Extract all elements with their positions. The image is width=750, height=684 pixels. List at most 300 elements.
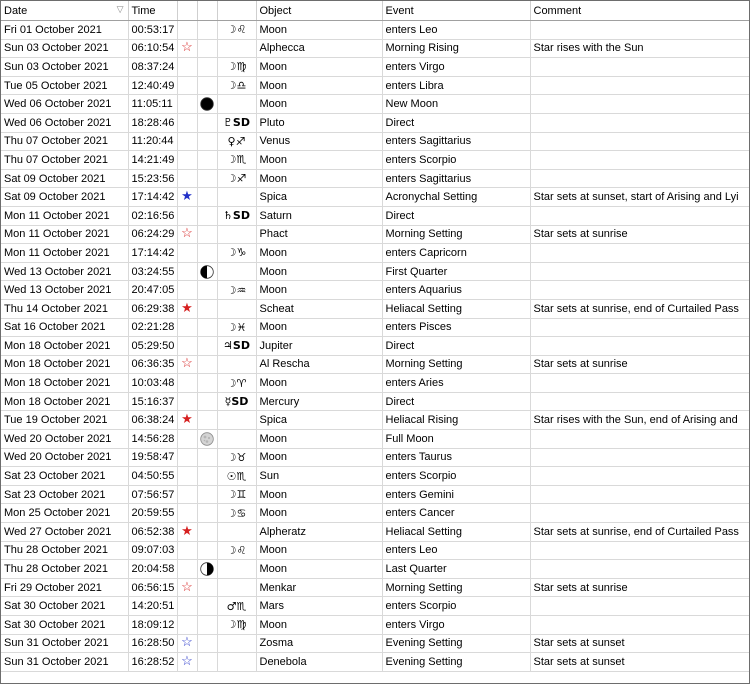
cell-symbol: ☿SD: [217, 392, 256, 411]
events-table: [1, 1, 750, 672]
table-row[interactable]: [1, 58, 750, 77]
star-filled-icon: ★: [181, 522, 193, 538]
cell-moon-phase: [197, 653, 217, 672]
cell-object: Mercury: [256, 392, 382, 411]
star-filled-icon: ★: [181, 188, 193, 204]
table-row[interactable]: [1, 337, 750, 356]
cell-moon-phase: [197, 392, 217, 411]
cell-moon-phase: [197, 504, 217, 523]
cell-date: Tue 19 October 2021: [1, 411, 128, 430]
star-outline-icon: ☆: [181, 578, 193, 594]
cell-event: Acronychal Setting: [382, 188, 530, 207]
table-row[interactable]: [1, 411, 750, 430]
cell-symbol: ☽♈: [217, 374, 256, 393]
column-header-comment[interactable]: [530, 1, 750, 21]
star-outline-icon: ☆: [181, 634, 193, 650]
cell-star-marker: [177, 653, 197, 672]
table-row[interactable]: [1, 318, 750, 337]
cell-event: enters Leo: [382, 541, 530, 560]
column-header-date[interactable]: [1, 1, 128, 21]
cell-symbol: ☽♍: [217, 616, 256, 635]
cell-symbol: ♇SD: [217, 113, 256, 132]
cell-object: Moon: [256, 262, 382, 281]
cell-comment: [530, 113, 750, 132]
table-row[interactable]: [1, 262, 750, 281]
cell-date: Sat 09 October 2021: [1, 169, 128, 188]
sort-descending-icon: ▽: [116, 4, 124, 14]
table-row[interactable]: [1, 299, 750, 318]
cell-event: enters Sagittarius: [382, 169, 530, 188]
cell-star-marker: [177, 578, 197, 597]
table-row[interactable]: [1, 374, 750, 393]
cell-event: enters Capricorn: [382, 244, 530, 263]
table-row[interactable]: [1, 653, 750, 672]
cell-star-marker: [177, 225, 197, 244]
cell-moon-phase: [197, 541, 217, 560]
cell-symbol: ☽♐: [217, 169, 256, 188]
cell-comment: Star sets at sunrise: [530, 225, 750, 244]
cell-object: Venus: [256, 132, 382, 151]
cell-date: Tue 05 October 2021: [1, 76, 128, 95]
cell-event: enters Virgo: [382, 616, 530, 635]
cell-moon-phase: [197, 21, 217, 40]
cell-comment: [530, 597, 750, 616]
cell-moon-phase: [197, 318, 217, 337]
cell-star-marker: [177, 597, 197, 616]
cell-moon-phase: [197, 448, 217, 467]
star-filled-icon: ★: [181, 299, 193, 315]
cell-symbol: ☽♒: [217, 281, 256, 300]
cell-event: Last Quarter: [382, 560, 530, 579]
cell-moon-phase: [197, 374, 217, 393]
cell-moon-phase: [197, 523, 217, 542]
first-quarter-moon-icon: [200, 265, 214, 279]
cell-object: Moon: [256, 21, 382, 40]
cell-comment: [530, 151, 750, 170]
star-outline-icon: ☆: [181, 39, 193, 55]
cell-symbol: ☽♎: [217, 76, 256, 95]
cell-comment: [530, 448, 750, 467]
table-row[interactable]: [1, 485, 750, 504]
cell-star-marker: [177, 21, 197, 40]
cell-star-marker: [177, 244, 197, 263]
header-row: [1, 1, 750, 21]
cell-star-marker: [177, 318, 197, 337]
cell-star-marker: [177, 299, 197, 318]
cell-event: Heliacal Setting: [382, 299, 530, 318]
cell-date: Sun 03 October 2021: [1, 39, 128, 58]
cell-time: 20:04:58: [128, 560, 177, 579]
cell-event: Evening Setting: [382, 634, 530, 653]
cell-event: enters Gemini: [382, 485, 530, 504]
cell-moon-phase: [197, 132, 217, 151]
table-row[interactable]: [1, 597, 750, 616]
cell-object: Mars: [256, 597, 382, 616]
cell-moon-phase: [197, 467, 217, 486]
cell-moon-phase: [197, 578, 217, 597]
cell-symbol: ♂♏: [217, 597, 256, 616]
cell-moon-phase: [197, 337, 217, 356]
cell-time: 15:23:56: [128, 169, 177, 188]
cell-comment: [530, 21, 750, 40]
cell-comment: Star sets at sunrise: [530, 355, 750, 374]
cell-time: 18:28:46: [128, 113, 177, 132]
cell-symbol: ☽♌: [217, 541, 256, 560]
cell-comment: [530, 392, 750, 411]
cell-star-marker: [177, 169, 197, 188]
cell-time: 06:24:29: [128, 225, 177, 244]
cell-date: Wed 20 October 2021: [1, 430, 128, 449]
cell-comment: [530, 132, 750, 151]
cell-date: Sat 09 October 2021: [1, 188, 128, 207]
cell-object: Menkar: [256, 578, 382, 597]
column-header-object[interactable]: [256, 1, 382, 21]
cell-time: 11:20:44: [128, 132, 177, 151]
cell-object: Moon: [256, 448, 382, 467]
cell-object: Spica: [256, 411, 382, 430]
table-row[interactable]: [1, 430, 750, 449]
cell-symbol: [217, 411, 256, 430]
cell-time: 05:29:50: [128, 337, 177, 356]
cell-comment: [530, 337, 750, 356]
cell-moon-phase: [197, 76, 217, 95]
cell-object: Scheat: [256, 299, 382, 318]
cell-star-marker: [177, 560, 197, 579]
cell-symbol: [217, 560, 256, 579]
cell-star-marker: [177, 337, 197, 356]
cell-time: 02:21:28: [128, 318, 177, 337]
cell-symbol: [217, 262, 256, 281]
column-header-time-label: Time: [131, 4, 156, 17]
full-moon-icon: [200, 432, 214, 446]
cell-moon-phase: [197, 355, 217, 374]
cell-time: 09:07:03: [128, 541, 177, 560]
table-row[interactable]: [1, 281, 750, 300]
cell-event: First Quarter: [382, 262, 530, 281]
cell-object: Saturn: [256, 206, 382, 225]
star-outline-icon: ☆: [181, 355, 193, 371]
cell-moon-phase: [197, 58, 217, 77]
cell-time: 06:36:35: [128, 355, 177, 374]
table-row[interactable]: [1, 188, 750, 207]
cell-time: 00:53:17: [128, 21, 177, 40]
cell-object: Moon: [256, 244, 382, 263]
table-row[interactable]: [1, 95, 750, 114]
cell-date: Sun 03 October 2021: [1, 58, 128, 77]
cell-time: 03:24:55: [128, 262, 177, 281]
cell-object: Moon: [256, 374, 382, 393]
cell-comment: [530, 541, 750, 560]
table-row[interactable]: [1, 616, 750, 635]
table-row[interactable]: [1, 448, 750, 467]
cell-symbol: [217, 95, 256, 114]
cell-object: Moon: [256, 318, 382, 337]
table-row[interactable]: [1, 206, 750, 225]
cell-comment: [530, 262, 750, 281]
cell-comment: Star sets at sunrise, end of Curtailed Pass: [530, 299, 750, 318]
cell-date: Sun 31 October 2021: [1, 634, 128, 653]
cell-event: Full Moon: [382, 430, 530, 449]
cell-star-marker: [177, 281, 197, 300]
cell-symbol: [217, 355, 256, 374]
cell-symbol: [217, 523, 256, 542]
cell-date: Fri 01 October 2021: [1, 21, 128, 40]
table-row[interactable]: [1, 355, 750, 374]
cell-symbol: [217, 299, 256, 318]
table-row[interactable]: [1, 113, 750, 132]
column-header-date-label: Date: [4, 4, 28, 17]
cell-date: Thu 28 October 2021: [1, 560, 128, 579]
table-row[interactable]: [1, 392, 750, 411]
table-row[interactable]: [1, 578, 750, 597]
column-header-event[interactable]: [382, 1, 530, 21]
cell-comment: [530, 430, 750, 449]
cell-event: enters Aries: [382, 374, 530, 393]
cell-symbol: ♀♐: [217, 132, 256, 151]
star-outline-icon: ☆: [181, 652, 193, 668]
cell-moon-phase: [197, 95, 217, 114]
cell-object: Zosma: [256, 634, 382, 653]
table-row[interactable]: [1, 523, 750, 542]
cell-moon-phase: [197, 597, 217, 616]
cell-symbol: ☽♌: [217, 21, 256, 40]
cell-star-marker: [177, 485, 197, 504]
cell-moon-phase: [197, 411, 217, 430]
star-filled-icon: ★: [181, 411, 193, 427]
cell-object: Moon: [256, 76, 382, 95]
cell-moon-phase: [197, 151, 217, 170]
cell-comment: Star sets at sunset, start of Arising and Lyi: [530, 188, 750, 207]
cell-star-marker: [177, 58, 197, 77]
cell-time: 14:21:49: [128, 151, 177, 170]
cell-symbol: ☉♏: [217, 467, 256, 486]
cell-time: 07:56:57: [128, 485, 177, 504]
cell-comment: [530, 560, 750, 579]
cell-event: enters Scorpio: [382, 151, 530, 170]
cell-star-marker: [177, 467, 197, 486]
new-moon-icon: [200, 97, 214, 111]
cell-date: Thu 14 October 2021: [1, 299, 128, 318]
cell-date: Mon 11 October 2021: [1, 206, 128, 225]
cell-date: Sat 23 October 2021: [1, 467, 128, 486]
cell-symbol: ♄SD: [217, 206, 256, 225]
cell-symbol: ☽♉: [217, 448, 256, 467]
cell-time: 02:16:56: [128, 206, 177, 225]
table-row[interactable]: [1, 504, 750, 523]
cell-date: Wed 27 October 2021: [1, 523, 128, 542]
cell-time: 15:16:37: [128, 392, 177, 411]
cell-date: Mon 18 October 2021: [1, 374, 128, 393]
cell-object: Moon: [256, 504, 382, 523]
cell-date: Mon 11 October 2021: [1, 225, 128, 244]
cell-moon-phase: [197, 485, 217, 504]
table-row[interactable]: [1, 76, 750, 95]
cell-comment: Star sets at sunset: [530, 653, 750, 672]
cell-date: Mon 18 October 2021: [1, 392, 128, 411]
column-header-star-marker[interactable]: [177, 1, 197, 21]
cell-time: 16:28:52: [128, 653, 177, 672]
cell-object: Moon: [256, 151, 382, 170]
cell-symbol: [217, 188, 256, 207]
cell-star-marker: [177, 76, 197, 95]
cell-date: Wed 06 October 2021: [1, 113, 128, 132]
cell-star-marker: [177, 523, 197, 542]
cell-object: Moon: [256, 58, 382, 77]
column-header-object-label: Object: [259, 4, 292, 17]
cell-time: 14:56:28: [128, 430, 177, 449]
cell-moon-phase: [197, 634, 217, 653]
cell-date: Fri 29 October 2021: [1, 578, 128, 597]
cell-object: Spica: [256, 188, 382, 207]
cell-comment: Star rises with the Sun: [530, 39, 750, 58]
table-row[interactable]: [1, 244, 750, 263]
cell-star-marker: [177, 132, 197, 151]
table-row[interactable]: [1, 169, 750, 188]
cell-time: 14:20:51: [128, 597, 177, 616]
cell-comment: [530, 281, 750, 300]
cell-moon-phase: [197, 206, 217, 225]
cell-time: 06:29:38: [128, 299, 177, 318]
cell-star-marker: [177, 151, 197, 170]
cell-star-marker: [177, 206, 197, 225]
cell-symbol: ☽♓: [217, 318, 256, 337]
cell-date: Thu 07 October 2021: [1, 132, 128, 151]
cell-comment: [530, 76, 750, 95]
table-row[interactable]: [1, 225, 750, 244]
cell-comment: [530, 95, 750, 114]
cell-comment: [530, 206, 750, 225]
cell-object: Denebola: [256, 653, 382, 672]
cell-star-marker: [177, 541, 197, 560]
cell-time: 17:14:42: [128, 188, 177, 207]
cell-event: Direct: [382, 113, 530, 132]
cell-object: Jupiter: [256, 337, 382, 356]
cell-date: Mon 18 October 2021: [1, 337, 128, 356]
column-header-symbol[interactable]: [217, 1, 256, 21]
cell-event: Direct: [382, 337, 530, 356]
cell-star-marker: [177, 392, 197, 411]
cell-moon-phase: [197, 430, 217, 449]
cell-object: Moon: [256, 485, 382, 504]
column-header-moon-phase[interactable]: [197, 1, 217, 21]
cell-moon-phase: [197, 560, 217, 579]
cell-star-marker: [177, 448, 197, 467]
table-row[interactable]: [1, 467, 750, 486]
column-header-time[interactable]: [128, 1, 177, 21]
cell-star-marker: [177, 411, 197, 430]
cell-date: Mon 11 October 2021: [1, 244, 128, 263]
cell-comment: Star sets at sunset: [530, 634, 750, 653]
cell-object: Pluto: [256, 113, 382, 132]
cell-time: 18:09:12: [128, 616, 177, 635]
cell-symbol: ☽♍: [217, 58, 256, 77]
cell-moon-phase: [197, 39, 217, 58]
cell-symbol: [217, 634, 256, 653]
cell-event: enters Leo: [382, 21, 530, 40]
cell-star-marker: [177, 616, 197, 635]
cell-comment: Star sets at sunrise, end of Curtailed Pass: [530, 523, 750, 542]
cell-symbol: [217, 39, 256, 58]
cell-event: Morning Rising: [382, 39, 530, 58]
cell-star-marker: [177, 634, 197, 653]
cell-time: 17:14:42: [128, 244, 177, 263]
cell-event: Morning Setting: [382, 225, 530, 244]
cell-symbol: ☽♊: [217, 485, 256, 504]
cell-moon-phase: [197, 262, 217, 281]
cell-time: 11:05:11: [128, 95, 177, 114]
cell-time: 08:37:24: [128, 58, 177, 77]
cell-star-marker: [177, 374, 197, 393]
cell-date: Wed 06 October 2021: [1, 95, 128, 114]
cell-object: Moon: [256, 169, 382, 188]
cell-date: Wed 13 October 2021: [1, 262, 128, 281]
cell-event: enters Scorpio: [382, 597, 530, 616]
cell-event: Heliacal Rising: [382, 411, 530, 430]
table-row[interactable]: [1, 21, 750, 40]
cell-date: Wed 13 October 2021: [1, 281, 128, 300]
column-header-event-label: Event: [385, 4, 414, 17]
cell-moon-phase: [197, 113, 217, 132]
cell-time: 12:40:49: [128, 76, 177, 95]
cell-symbol: ♃SD: [217, 337, 256, 356]
cell-object: Moon: [256, 616, 382, 635]
cell-star-marker: [177, 355, 197, 374]
table-row[interactable]: [1, 39, 750, 58]
cell-date: Sat 16 October 2021: [1, 318, 128, 337]
cell-object: Alpheratz: [256, 523, 382, 542]
cell-object: Moon: [256, 95, 382, 114]
cell-object: Moon: [256, 560, 382, 579]
cell-comment: [530, 616, 750, 635]
cell-event: enters Cancer: [382, 504, 530, 523]
cell-moon-phase: [197, 299, 217, 318]
table-row[interactable]: [1, 132, 750, 151]
cell-date: Mon 25 October 2021: [1, 504, 128, 523]
cell-event: enters Scorpio: [382, 467, 530, 486]
cell-time: 06:10:54: [128, 39, 177, 58]
cell-object: Moon: [256, 281, 382, 300]
cell-comment: [530, 58, 750, 77]
cell-time: 06:52:38: [128, 523, 177, 542]
star-outline-icon: ☆: [181, 225, 193, 241]
cell-date: Wed 20 October 2021: [1, 448, 128, 467]
cell-moon-phase: [197, 169, 217, 188]
table-row[interactable]: [1, 634, 750, 653]
cell-time: 10:03:48: [128, 374, 177, 393]
cell-event: Direct: [382, 206, 530, 225]
cell-moon-phase: [197, 225, 217, 244]
cell-event: New Moon: [382, 95, 530, 114]
cell-comment: Star rises with the Sun, end of Arising and: [530, 411, 750, 430]
table-row[interactable]: [1, 560, 750, 579]
cell-event: enters Aquarius: [382, 281, 530, 300]
cell-star-marker: [177, 113, 197, 132]
cell-time: 04:50:55: [128, 467, 177, 486]
cell-date: Sat 23 October 2021: [1, 485, 128, 504]
cell-object: Moon: [256, 541, 382, 560]
cell-comment: [530, 485, 750, 504]
table-row[interactable]: [1, 151, 750, 170]
cell-star-marker: [177, 95, 197, 114]
cell-event: enters Sagittarius: [382, 132, 530, 151]
cell-time: 16:28:50: [128, 634, 177, 653]
cell-symbol: [217, 225, 256, 244]
cell-event: enters Virgo: [382, 58, 530, 77]
cell-event: enters Taurus: [382, 448, 530, 467]
cell-event: enters Libra: [382, 76, 530, 95]
cell-event: Evening Setting: [382, 653, 530, 672]
table-row[interactable]: [1, 541, 750, 560]
